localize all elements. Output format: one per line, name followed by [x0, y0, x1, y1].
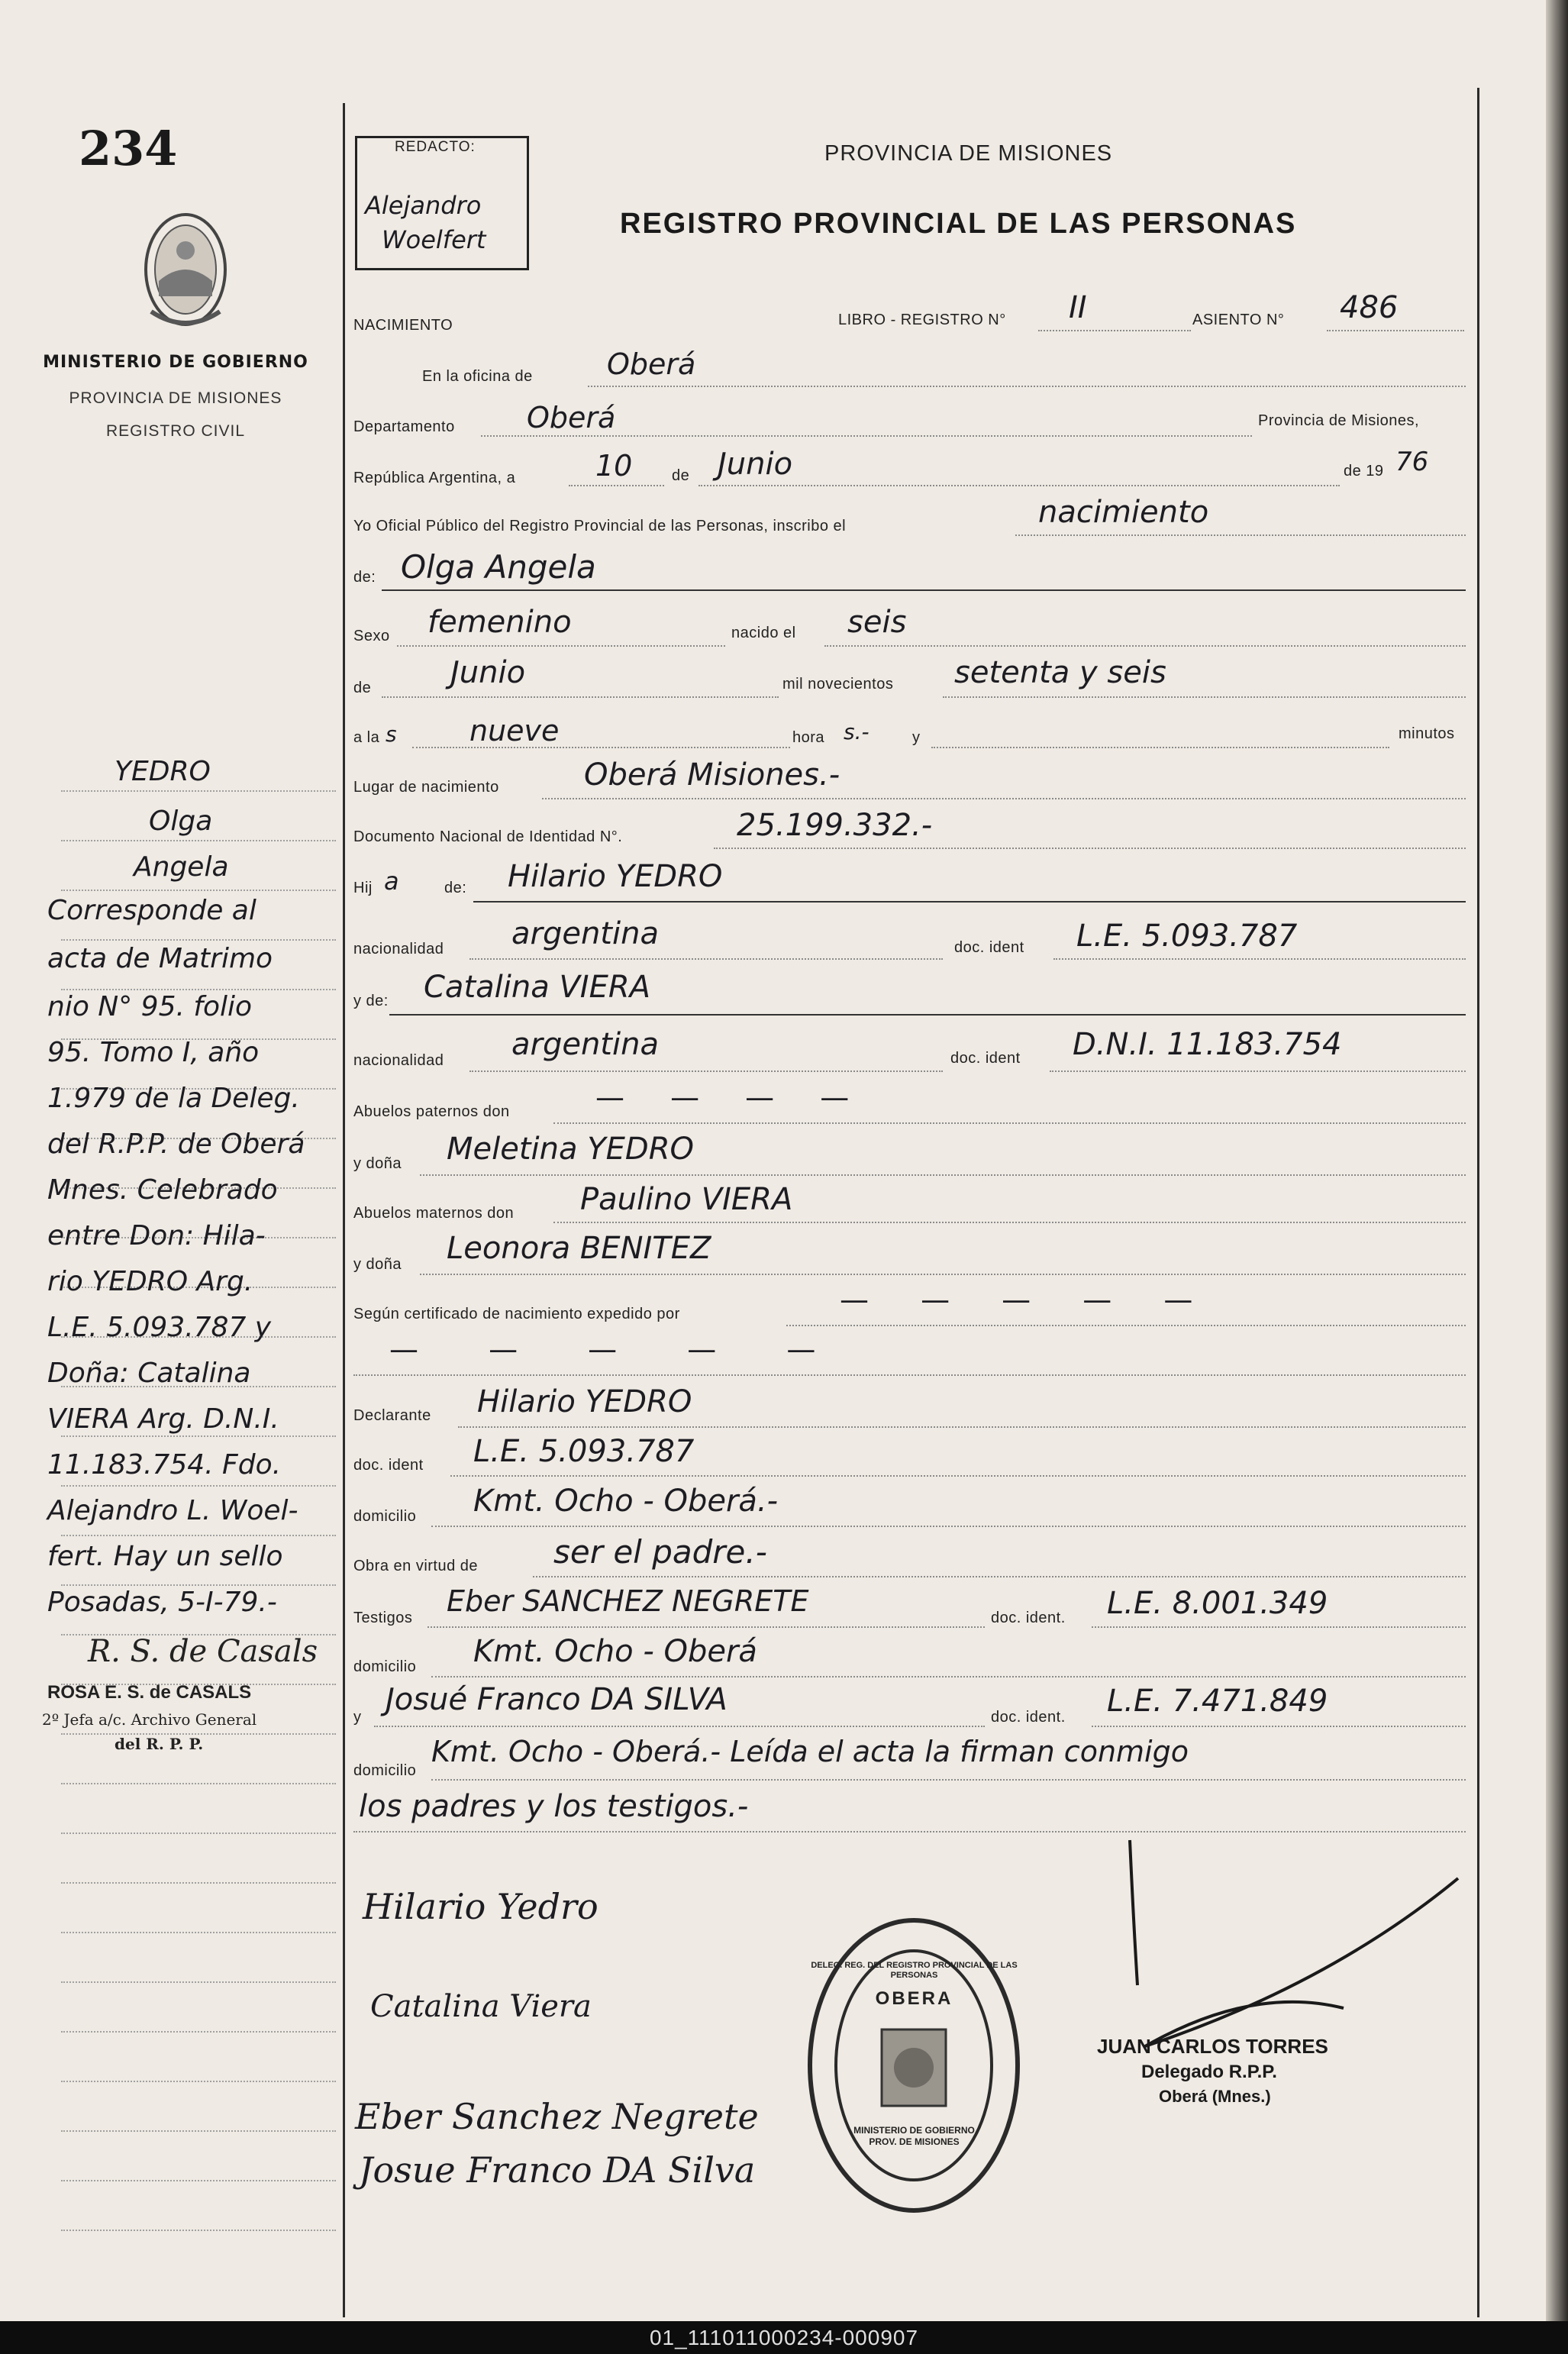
- margin-note-line: acta de Matrimo: [47, 943, 273, 974]
- asiento-label: ASIENTO N°: [1192, 312, 1285, 328]
- segun-value: — — — — —: [840, 1283, 1215, 1316]
- de-label: de: [672, 467, 690, 484]
- padre-line: [473, 901, 1466, 903]
- footer-image-id: 01_111011000234-000907: [0, 2321, 1568, 2354]
- margin-note-line: 11.183.754. Fdo.: [47, 1449, 282, 1481]
- docident4-label: doc. ident.: [991, 1610, 1066, 1626]
- form-right-border: [1477, 88, 1479, 2317]
- anio-label: de 19: [1344, 463, 1384, 480]
- signature-witness1: Eber Sanchez Negrete: [355, 2096, 759, 2137]
- margin-note-line: VIERA Arg. D.N.I.: [47, 1403, 279, 1435]
- dni-label: Documento Nacional de Identidad N°.: [353, 828, 623, 845]
- coat-of-arms-emblem: [136, 205, 235, 334]
- nacionalidad2-label: nacionalidad: [353, 1052, 444, 1069]
- alas-suffix: s: [386, 722, 397, 747]
- inscribo-line: [1015, 534, 1466, 536]
- segun-line: [786, 1325, 1466, 1326]
- domicilio2-line: [431, 1676, 1466, 1678]
- sexo-label: Sexo: [353, 628, 390, 644]
- oficina-label: En la oficina de: [422, 368, 533, 385]
- nacionalidad1-label: nacionalidad: [353, 941, 444, 957]
- nombre-value: Olga Angela: [401, 548, 596, 586]
- docident5-line: [1092, 1726, 1466, 1727]
- hora-suffix: s.-: [844, 719, 869, 744]
- oficina-value: Oberá: [607, 347, 696, 381]
- testigo1-line: [427, 1626, 985, 1628]
- dia-value: 10: [595, 449, 633, 483]
- mes-line: [699, 485, 1340, 486]
- docident2-label: doc. ident: [950, 1050, 1021, 1067]
- ministry-line2: PROVINCIA DE MISIONES: [69, 389, 282, 407]
- ydona1-value: Meletina YEDRO: [447, 1132, 695, 1167]
- lugar-line: [542, 798, 1466, 799]
- declarante-value: Hilario YEDRO: [477, 1384, 692, 1419]
- abuelos-maternos-value: Paulino VIERA: [580, 1182, 793, 1217]
- lugar-label: Lugar de nacimiento: [353, 779, 499, 796]
- margin-note-line: Doña: Catalina: [47, 1358, 251, 1389]
- dni-line: [714, 848, 1466, 849]
- redacto-label: REDACTO:: [395, 139, 476, 155]
- nacionalidad2-value: argentina: [511, 1027, 659, 1062]
- margin-note-line: del R.P.P. de Oberá: [47, 1129, 305, 1160]
- sexo-value: femenino: [427, 605, 572, 640]
- padre-value: Hilario YEDRO: [508, 859, 723, 894]
- departamento-line: [481, 435, 1252, 437]
- hij-label: Hij: [353, 880, 373, 896]
- abuelos-maternos-line: [553, 1222, 1466, 1223]
- libro-line: [1038, 330, 1191, 331]
- margin-note-line: YEDRO: [115, 756, 211, 787]
- header-province: PROVINCIA DE MISIONES: [824, 141, 1113, 166]
- margin-stamp-line2: 2º Jefa a/c. Archivo General: [42, 1710, 257, 1729]
- margin-note-line: rio YEDRO Arg.: [47, 1266, 253, 1297]
- header-title: REGISTRO PROVINCIAL DE LAS PERSONAS: [620, 208, 1297, 240]
- departamento-label: Departamento: [353, 418, 455, 435]
- redacto-name-line1: Alejandro: [365, 191, 482, 220]
- domicilio1-line: [431, 1526, 1466, 1527]
- anio-nac-value: setenta y seis: [954, 655, 1166, 690]
- libro-value: II: [1069, 290, 1087, 325]
- oficina-line: [588, 386, 1466, 387]
- docident1-line: [1053, 958, 1466, 960]
- delegado-stamp-line2: Delegado R.P.P.: [1141, 2062, 1277, 2082]
- delegado-stamp-line1: JUAN CARLOS TORRES: [1097, 2035, 1328, 2058]
- anio-value: 76: [1395, 447, 1429, 477]
- y-label: y: [912, 729, 921, 746]
- nacionalidad2-line: [469, 1070, 943, 1072]
- libro-label: LIBRO - REGISTRO N°: [838, 312, 1006, 328]
- redacto-name-line2: Woelfert: [382, 225, 486, 254]
- margin-note-line: Olga: [149, 806, 213, 837]
- margin-note-line: L.E. 5.093.787 y: [47, 1312, 272, 1343]
- docident2-line: [1050, 1070, 1466, 1072]
- ministry-line1: MINISTERIO DE GOBIERNO: [43, 353, 308, 372]
- obra-line: [533, 1576, 1466, 1577]
- ydona1-label: y doña: [353, 1155, 402, 1172]
- margin-note-line: Mnes. Celebrado: [47, 1174, 278, 1206]
- signature-witness2: Josue Franco DA Silva: [359, 2149, 756, 2191]
- delegado-stamp-line3: Oberá (Mnes.): [1159, 2087, 1271, 2106]
- mes-nac-value: Junio: [450, 655, 526, 690]
- margin-note-line: 95. Tomo I, año: [47, 1037, 260, 1068]
- margin-note-line: fert. Hay un sello: [47, 1541, 283, 1572]
- testigo1-value: Eber SANCHEZ NEGRETE: [447, 1584, 809, 1618]
- mes-nac-line: [382, 696, 779, 698]
- page-number: 234: [79, 121, 178, 176]
- margin-note-line: Alejandro L. Woel-: [47, 1495, 298, 1526]
- signature-father: Hilario Yedro: [363, 1886, 598, 1927]
- testigo2-value: Josué Franco DA SILVA: [386, 1682, 728, 1717]
- domicilio3-label: domicilio: [353, 1762, 417, 1779]
- form-left-border: [343, 103, 345, 2317]
- domicilio3-line: [431, 1779, 1466, 1781]
- docident1-label: doc. ident: [954, 939, 1024, 956]
- ydona2-label: y doña: [353, 1256, 402, 1273]
- margin-stamp-line3: del R. P. P.: [115, 1735, 204, 1753]
- margin-note-line: Posadas, 5-I-79.-: [47, 1587, 277, 1618]
- de2-label: de:: [353, 569, 376, 586]
- dia-line: [569, 485, 664, 486]
- docident1-value: L.E. 5.093.787: [1076, 919, 1298, 954]
- minutos-label: minutos: [1399, 725, 1455, 742]
- testigos-label: Testigos: [353, 1610, 413, 1626]
- margin-note-line: Corresponde al: [47, 895, 256, 926]
- margin-stamp-line1: ROSA E. S. de CASALS: [47, 1682, 252, 1703]
- domicilio3-value: Kmt. Ocho - Oberá.- Leída el acta la firman conmigo: [431, 1735, 1189, 1768]
- segun-label: Según certificado de nacimiento expedido por: [353, 1306, 680, 1322]
- asiento-value: 486: [1340, 290, 1399, 325]
- hora-label: hora: [792, 729, 825, 746]
- domicilio2-value: Kmt. Ocho - Oberá: [473, 1634, 757, 1669]
- inscribo-value: nacimiento: [1038, 495, 1209, 530]
- abuelos-paternos-value: — — — —: [595, 1080, 868, 1114]
- signature-mother: Catalina Viera: [370, 1989, 592, 2024]
- nombre-line: [382, 589, 1466, 591]
- seal-top-text: OBERA: [875, 1988, 953, 2009]
- seal-outer-text: DELEG. REG. DEL REGISTRO PROVINCIAL DE LAS PERSONAS: [811, 1961, 1018, 1980]
- alas-label: a la: [353, 729, 380, 746]
- segun-value2: — — — — —: [389, 1332, 847, 1366]
- binding-edge: [1546, 0, 1568, 2321]
- domicilio2-label: domicilio: [353, 1658, 417, 1675]
- docident2-value: D.N.I. 11.183.754: [1073, 1027, 1342, 1062]
- hora-value: nueve: [469, 714, 560, 748]
- record-type-label: NACIMIENTO: [353, 317, 453, 334]
- docident5-value: L.E. 7.471.849: [1107, 1684, 1328, 1719]
- minutos-line: [931, 747, 1389, 748]
- ydona2-line: [420, 1274, 1466, 1275]
- asiento-line: [1327, 330, 1464, 331]
- hij-suffix: a: [384, 867, 399, 896]
- margin-note-line: Angela: [134, 851, 229, 883]
- official-seal-stamp: [805, 1915, 1023, 2217]
- de4-label: de:: [444, 880, 467, 896]
- seal-bottom-text: MINISTERIO DE GOBIERNO PROV. DE MISIONES: [853, 2125, 975, 2147]
- margin-signature: R. S. de Casals: [88, 1634, 318, 1669]
- republica-label: República Argentina, a: [353, 470, 516, 486]
- docident3-value: L.E. 5.093.787: [473, 1434, 695, 1469]
- ydona1-line: [420, 1174, 1466, 1176]
- docident4-line: [1092, 1626, 1466, 1628]
- testigo2-line: [374, 1726, 985, 1727]
- docident5-label: doc. ident.: [991, 1709, 1066, 1726]
- anio-nac-line: [943, 696, 1466, 698]
- domicilio1-value: Kmt. Ocho - Oberá.-: [473, 1484, 779, 1519]
- madre-value: Catalina VIERA: [424, 970, 651, 1005]
- oficial-label: Yo Oficial Público del Registro Provincial de las Personas, inscribo el: [353, 518, 847, 534]
- de3-label: de: [353, 680, 372, 696]
- ministry-line3: REGISTRO CIVIL: [105, 422, 246, 440]
- docident4-value: L.E. 8.001.349: [1107, 1586, 1328, 1621]
- segun-line2: [353, 1374, 1466, 1376]
- nacido-value: seis: [847, 605, 907, 640]
- margin-note-line: entre Don: Hila-: [47, 1220, 266, 1251]
- abuelos-paternos-line: [553, 1122, 1466, 1124]
- departamento-value: Oberá: [527, 401, 616, 434]
- dni-value: 25.199.332.-: [737, 808, 933, 843]
- provincia-label: Provincia de Misiones,: [1258, 412, 1420, 429]
- mes-value: Junio: [718, 447, 793, 482]
- docident3-label: doc. ident: [353, 1457, 424, 1474]
- obra-value: ser el padre.-: [553, 1533, 767, 1571]
- abuelos-paternos-label: Abuelos paternos don: [353, 1103, 510, 1120]
- obra-label: Obra en virtud de: [353, 1558, 479, 1574]
- abuelos-maternos-label: Abuelos maternos don: [353, 1205, 515, 1222]
- y2-label: y: [353, 1709, 362, 1726]
- declarante-line: [458, 1426, 1466, 1428]
- domicilio1-label: domicilio: [353, 1508, 417, 1525]
- ydona2-value: Leonora BENITEZ: [447, 1231, 711, 1266]
- sexo-line: [397, 645, 725, 647]
- nacionalidad1-line: [469, 958, 943, 960]
- docident3-line: [450, 1475, 1466, 1477]
- madre-line: [389, 1014, 1466, 1016]
- nacido-label: nacido el: [731, 625, 796, 641]
- nacionalidad1-value: argentina: [511, 916, 659, 951]
- domicilio3-cont: los padres y los testigos.-: [359, 1789, 749, 1824]
- mil-label: mil novecientos: [782, 676, 894, 693]
- yde-label: y de:: [353, 993, 389, 1009]
- lugar-value: Oberá Misiones.-: [584, 757, 840, 793]
- declarante-label: Declarante: [353, 1407, 431, 1424]
- margin-note-line: nio N° 95. folio: [47, 991, 253, 1022]
- nacido-line: [824, 645, 1466, 647]
- margin-note-line: 1.979 de la Deleg.: [47, 1083, 300, 1114]
